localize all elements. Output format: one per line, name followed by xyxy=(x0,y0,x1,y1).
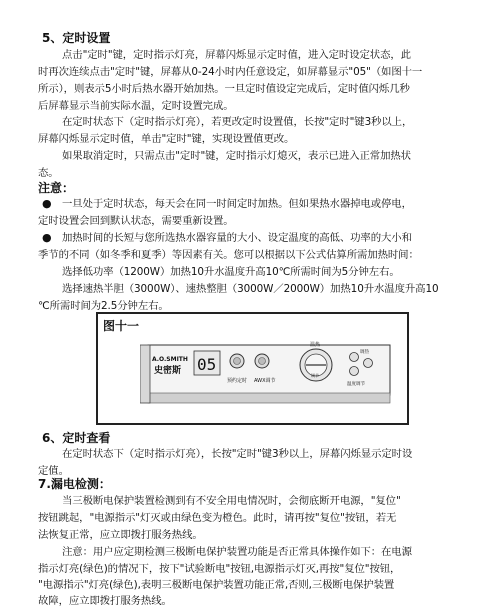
sec5-p1-line1: 点击"定时"键，定时指示灯亮，屏幕闪烁显示定时值，进入定时设定状态，此 xyxy=(62,49,411,61)
display-value: 05 xyxy=(197,355,217,374)
section-7-title: 7.漏电检测： xyxy=(38,477,111,491)
brand-cn: 史密斯 xyxy=(154,366,182,376)
panel-side xyxy=(140,345,150,403)
note2-line3: 选择低功率（1200W）加热10升水温度升高10℃所需时间为5分钟左右。 xyxy=(62,266,400,278)
sec7-p2-line3: "电源指示"灯亮(绿色),表明三极断电保护装置功能正常,否则,三极断电保护装置 xyxy=(38,579,395,591)
top-label: 温热 xyxy=(310,342,321,348)
sec5-p2-line2: 屏幕闪烁显示定时值，单击"定时"键，实现设置值更改。 xyxy=(38,133,295,145)
sec7-p2-line2: 指示灯亮(绿色)的情况下，按下"试验断电"按钮,电源指示灯灭,再按"复位"按钮， xyxy=(38,563,401,575)
sec5-p2-line1: 在定时状态下（定时指示灯亮），若更改定时设置值，长按"定时"键3秒以上， xyxy=(62,116,413,128)
sec5-p3-line2: 态。 xyxy=(38,167,59,179)
sec5-p1-line4: 后屏幕显示当前实际水温，定时设置完成。 xyxy=(38,100,234,112)
temp-label: 温度调节 xyxy=(347,382,365,387)
sec6-line1: 在定时状态下（定时指示灯亮），长按"定时"键3秒以上，屏幕闪烁显示定时设 xyxy=(62,448,413,460)
bullet-1: ● xyxy=(42,197,52,210)
note2-line1: 加热时间的长短与您所选热水器容量的大小、设定温度的高低、功率的大小和 xyxy=(62,232,412,244)
note1-line2: 定时设置会回到默认状态，需要重新设置。 xyxy=(38,215,234,227)
sec5-p1-line2: 时再次连续点击"定时"键，屏幕从0-24小时内任意设定，如屏幕显示"05"（如图十一 xyxy=(38,66,423,78)
caption-mid: AWX调节 xyxy=(254,378,276,384)
notes-title: 注意： xyxy=(38,181,75,195)
section-5-title: 5、定时设置 xyxy=(42,31,111,45)
sec6-line2: 定值。 xyxy=(38,465,69,477)
indicator-3 xyxy=(350,367,359,376)
note2-line5: ℃所需时间为2.5分钟左右。 xyxy=(38,300,169,312)
figure-11 xyxy=(96,312,409,425)
control-panel-illustration xyxy=(140,327,395,419)
caption-left: 预约定时 xyxy=(227,378,248,384)
sec5-p1-line3: 所示），则表示5小时后热水器开始加热。一旦定时值设定完成后，定时值闪烁几秒 xyxy=(38,83,410,95)
sec5-p3-line1: 如果取消定时，只需点击"定时"键，定时指示灯熄灭，表示已进入正常加热状 xyxy=(62,150,411,162)
note2-line4: 选择速热半胆（3000W）、速热整胆（3000W／2000W）加热10升水温度升高10 xyxy=(62,283,439,295)
figure-label: 图十一 xyxy=(103,319,140,333)
sec7-p2-line1: 注意：用户应定期检测三极断电保护装置功能是否正常具体操作如下：在电源 xyxy=(62,546,412,558)
note2-line2: 季节的不同（如冬季和夏季）等因素有关。您可以根据以下公式估算所需加热时间： xyxy=(38,249,419,261)
mode-right: 调热 xyxy=(360,350,369,355)
indicator-1 xyxy=(350,353,359,362)
panel-base xyxy=(148,393,390,403)
sec7-p1-line3: 法恢复正常，应立即拨打服务热线。 xyxy=(38,529,203,541)
indicator-2 xyxy=(364,359,373,368)
knob-label: 调节 xyxy=(311,373,319,378)
note1-line1: 一旦处于定时状态，每天会在同一时间定时加热。但如果热水器掉电或停电， xyxy=(62,198,412,210)
brand-en: A.O.SMITH xyxy=(152,356,188,363)
sec7-p1-line1: 当三极断电保护装置检测到有不安全用电情况时，会彻底断开电源，"复位" xyxy=(62,495,401,507)
sec7-p2-line4: 故障，应立即拨打服务热线。 xyxy=(38,595,172,607)
bullet-2: ● xyxy=(42,231,52,244)
section-6-title: 6、定时查看 xyxy=(42,431,111,445)
sec7-p1-line2: 按钮跳起，"电源指示"灯灭或由绿色变为橙色。此时，请再按"复位"按钮，若无 xyxy=(38,512,397,524)
